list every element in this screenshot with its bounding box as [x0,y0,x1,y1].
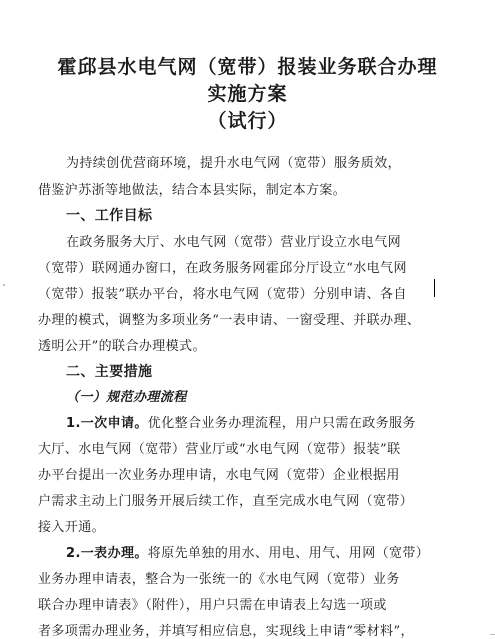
paragraph-line: 在政务服务大厅、水电气网（宽带）营业厅设立水电气网 [66,235,402,250]
paragraph-line: 办平台提出一次业务办理申请，水电气网（宽带）企业根据用 [38,468,400,483]
item-2-lead: 2.一表办理。 [66,546,148,561]
section-heading-measures: 二、主要措施 [66,364,153,380]
text-cursor [434,279,435,297]
corner-mark [490,634,495,635]
item-1-first-line [66,412,416,431]
item-1-text: 优化整合业务办理流程，用户只需在政务服务 [147,416,416,431]
paragraph-line: 业务办理申请表，整合为一张统一的《水电气网（宽带）业务 [38,572,400,587]
document-title-line-3: （试行） [207,110,288,132]
margin-mark [3,284,5,286]
document-title-line-1: 霍邱县水电气网（宽带）报装业务联合办理 [57,56,438,78]
paragraph-line: （宽带）联网通办窗口，在政务服务网霍邱分厅设立“水电气网 [38,261,407,276]
document-title-line-2: 实施方案 [207,83,288,105]
paragraph-line: 大厅、水电气网（宽带）营业厅或“水电气网（宽带）报装”联 [38,442,401,457]
paragraph-line: （宽带）报装”联办平台，将水电气网（宽带）分别申请、各自 [38,287,407,302]
paragraph-line: 联合办理申请表》（附件），用户只需在申请表上勾选一项或 [38,598,387,613]
section-heading-goals: 一、工作目标 [66,208,153,224]
paragraph-line: 户需求主动上门服务开展后续工作，直至完成水电气网（宽带） [38,494,414,509]
paragraph-line: 办理的模式，调整为多项业务“一表申请、一窗受理、并联办理、 [38,313,421,328]
intro-line-2: 借鉴沪苏浙等地做法，结合本县实际，制定本方案。 [38,183,347,198]
paragraph-line: 透明公开”的联合办理模式。 [38,339,206,354]
paragraph-line: 接入开通。 [38,520,106,535]
item-2-text: 将原先单独的用水、用电、用气、用网（宽带） [147,546,430,561]
intro-line-1: 为持续创优营商环境，提升水电气网（宽带）服务质效， [66,156,402,171]
paragraph-line: 者多项需办理业务，并填写相应信息，实现线上申请“零材料”， [38,624,414,639]
item-1-lead: 1.一次申请。 [66,416,148,431]
subsection-heading: （一）规范办理流程 [66,390,187,405]
item-2-first-line [66,542,429,561]
